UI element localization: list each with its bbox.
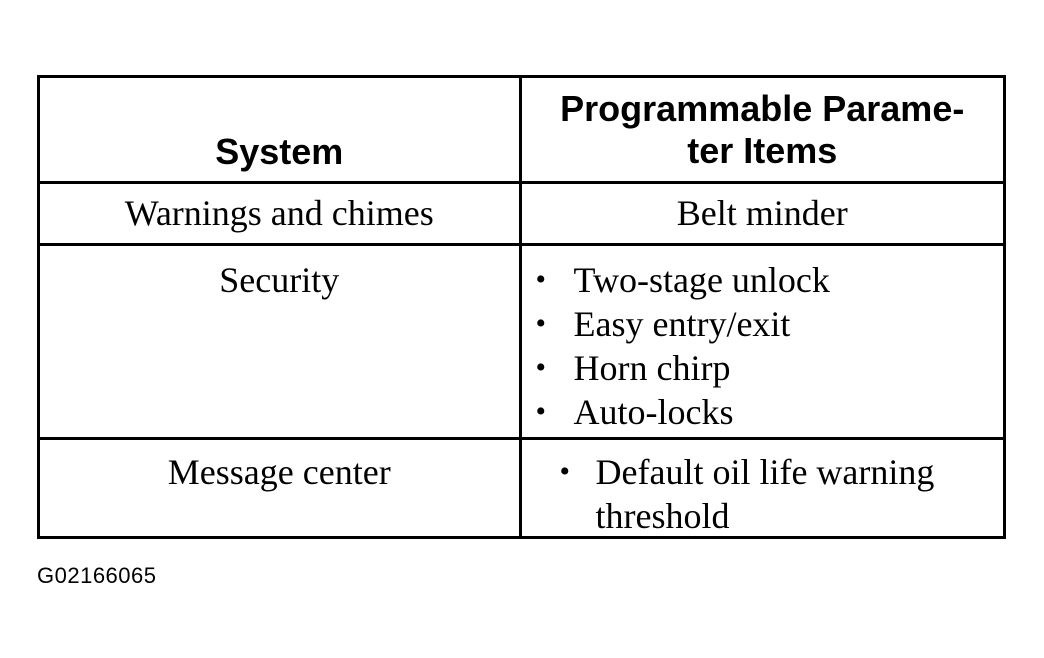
table-row [40, 438, 1003, 538]
parameter-list [522, 440, 1004, 538]
list-item: • Auto-locks [536, 390, 1004, 434]
system-cell: Security [40, 244, 520, 438]
parameter-table [37, 75, 1006, 539]
table-row [40, 182, 1003, 244]
header-items-line-2: ter Items [687, 130, 838, 172]
figure-id: G02166065 [37, 563, 157, 588]
list-item-line-2: threshold [595, 495, 730, 536]
list-item-line-1: Default oil life warning [595, 451, 935, 492]
list-item: • Easy entry/exit [536, 302, 1004, 346]
parameter-list [522, 246, 1004, 434]
parameter-cell [520, 438, 1003, 538]
parameter-cell: Belt minder [520, 182, 1003, 244]
list-item: • Two-stage unlock [536, 258, 1004, 302]
system-cell: Warnings and chimes [40, 182, 520, 244]
header-programmable-items [520, 78, 1003, 182]
list-item: • Horn chirp [536, 346, 1004, 390]
parameter-cell [520, 244, 1003, 438]
parameter-table-grid [40, 78, 1003, 538]
table-row [40, 244, 1003, 438]
header-items-line-1: Programmable Parame- [560, 88, 965, 130]
system-cell: Message center [40, 438, 520, 538]
header-system: System [40, 78, 520, 182]
list-item [560, 450, 1004, 538]
table-header-row [40, 78, 1003, 182]
